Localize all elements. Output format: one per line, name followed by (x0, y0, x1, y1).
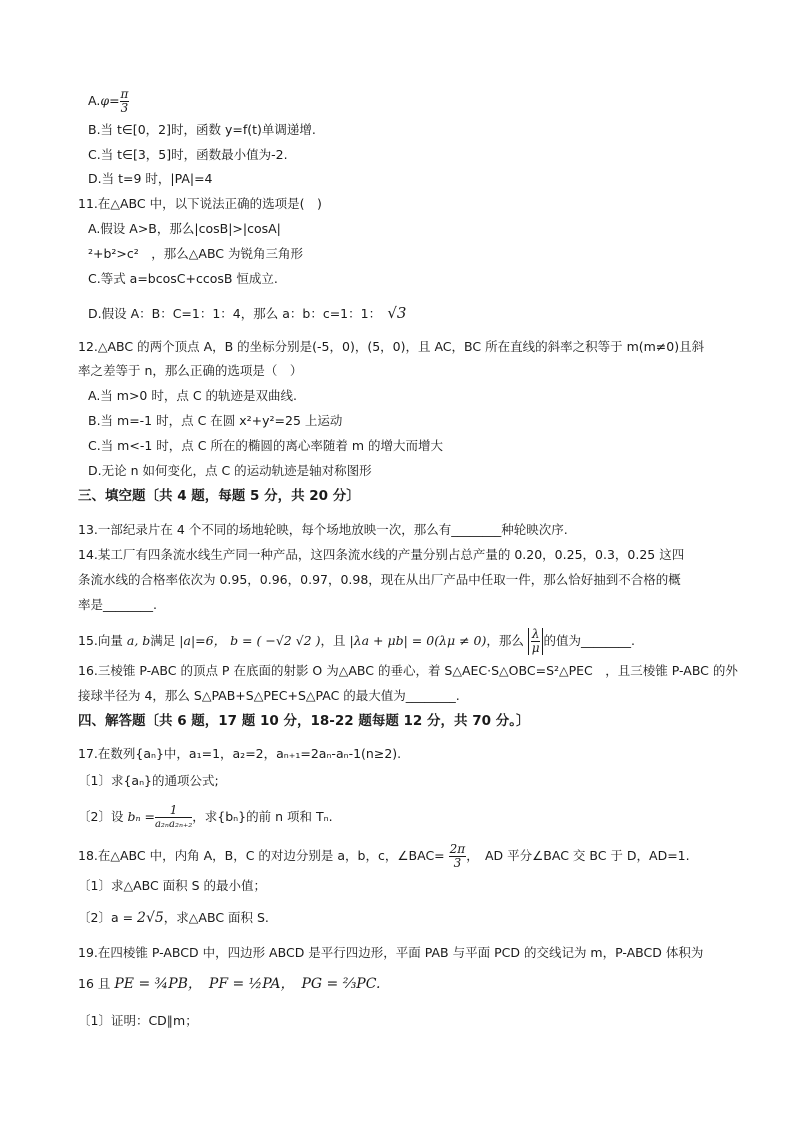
fraction (531, 628, 541, 655)
question-16: 16.三棱锥 P-ABC 的顶点 P 在底面的射影 O 为△ABC 的垂心，着 S△AEC·S△OBC=S²△PEC ，且三棱锥 P-ABC 的外 (78, 663, 738, 678)
question-19-cont (78, 975, 380, 993)
question-18 (78, 843, 690, 870)
option-10a (88, 88, 129, 115)
question-14: 14.某工厂有四条流水线生产同一种产品，这四条流水线的产量分别占总产量的 0.20，0.25，0.3，0.25 这四 (78, 547, 685, 562)
fraction-numerator: 1 (155, 804, 192, 818)
question-19-part1: 〔1〕证明：CD∥m； (78, 1013, 198, 1028)
option-12a: A.当 m>0 时，点 C 的轨迹是双曲线. (88, 388, 298, 403)
formula: |a|=6， (179, 633, 227, 648)
fraction-denominator: 3 (120, 101, 129, 115)
sqrt-3: √3 (387, 304, 407, 322)
option-12d: D.无论 n 如何变化，点 C 的运动轨迹是轴对称图形 (88, 463, 372, 478)
section-heading-fill-in: 三、填空题〔共 4 题，每题 5 分，共 20 分〕 (78, 488, 360, 504)
part-text: 〔2〕a = (78, 910, 134, 925)
q15-text: ，且 (320, 633, 346, 648)
question-12-cont: 率之差等于 n，那么正确的选项是（ ） (78, 363, 303, 378)
fraction-denominator: 3 (453, 856, 462, 870)
q15-text: ，那么 (486, 633, 524, 648)
option-11a: A.假设 A>B，那么|cosB|>|cosA| (88, 221, 281, 236)
option-text: D.假设 A：B：C=1：1：4，那么 a：b：c=1：1： (88, 306, 375, 321)
fraction-denominator: a₂ₙa₂ₙ₊₂ (154, 819, 193, 830)
formula: bₙ = (127, 809, 155, 824)
formula: |λa + μb| = 0(λμ ≠ 0) (349, 633, 487, 648)
vectors: a, b (126, 633, 151, 648)
q15-text: 满足 (150, 633, 176, 648)
option-10c: C.当 t∈[3，5]时，函数最小值为-2. (88, 147, 288, 162)
question-17-part1: 〔1〕求{aₙ}的通项公式; (78, 773, 219, 788)
q18-text: 18.在△ABC 中，内角 A，B，C 的对边分别是 a，b，c，∠BAC= (78, 848, 445, 863)
q15-text: 15.向量 (78, 633, 123, 648)
question-17-part2 (78, 804, 333, 831)
fraction-numerator: π (120, 87, 129, 101)
question-14-cont: 条流水线的合格率依次为 0.95，0.96，0.97，0.98，现在从出厂产品中任取一件，那么恰好抽到不合格的概 (78, 572, 681, 587)
option-11c: C.等式 a=bcosC+ccosB 恒成立. (88, 271, 278, 286)
question-14-cont2: 率是________. (78, 597, 157, 612)
option-12c: C.当 m<-1 时，点 C 所在的椭圆的离心率随着 m 的增大而增大 (88, 438, 444, 453)
part-text: ，求{bₙ}的前 n 项和 Tₙ. (192, 809, 333, 824)
option-12b: B.当 m=-1 时，点 C 在圆 x²+y²=25 上运动 (88, 413, 343, 428)
option-11d (88, 304, 406, 323)
fraction-numerator: 2π (449, 842, 466, 856)
option-11b: ²+b²>c² ，那么△ABC 为锐角三角形 (88, 246, 304, 261)
fraction (449, 843, 467, 870)
formula: b = ( −√2 √2 ) (230, 633, 321, 648)
question-18-part2 (78, 909, 269, 927)
formula: PE = ¾PB， PF = ½PA， PG = ⅔PC. (114, 976, 381, 992)
option-label: A. (88, 93, 101, 108)
question-16-cont: 接球半径为 4，那么 S△PAB+S△PEC+S△PAC 的最大值为________. (78, 688, 460, 703)
fraction-numerator: λ (531, 627, 540, 641)
q19-text: 16 且 (78, 976, 111, 991)
formula: φ= (100, 93, 120, 108)
question-15 (78, 628, 635, 655)
question-11: 11.在△ABC 中，以下说法正确的选项是( ) (78, 196, 322, 211)
question-17: 17.在数列{aₙ}中，a₁=1，a₂=2，aₙ₊₁=2aₙ-aₙ-1(n≥2). (78, 746, 402, 761)
question-13: 13.一部纪录片在 4 个不同的场地轮映，每个场地放映一次，那么有________种轮映次序. (78, 522, 568, 537)
question-19: 19.在四棱锥 P-ABCD 中，四边形 ABCD 是平行四边形，平面 PAB 与平面 PCD 的交线记为 m，P-ABCD 体积为 (78, 945, 704, 960)
fraction-denominator: μ (531, 641, 540, 655)
fraction (120, 88, 130, 115)
part-text: ，求△ABC 面积 S. (163, 910, 269, 925)
q18-text: ， AD 平分∠BAC 交 BC 于 D，AD=1. (466, 848, 690, 863)
q15-text: 的值为________. (543, 633, 635, 648)
fraction (155, 804, 192, 831)
part-text: 〔2〕设 (78, 809, 124, 824)
option-10b: B.当 t∈[0，2]时，函数 y=f(t)单调递增. (88, 122, 316, 137)
section-heading-answer: 四、解答题〔共 6 题，17 题 10 分，18-22 题每题 12 分，共 70 分。〕 (78, 713, 530, 729)
question-12: 12.△ABC 的两个顶点 A，B 的坐标分别是(-5，0)，(5，0)，且 AC，BC 所在直线的斜率之积等于 m(m≠0)且斜 (78, 339, 705, 354)
question-18-part1: 〔1〕求△ABC 面积 S 的最小值； (78, 878, 267, 893)
option-10d: D.当 t=9 时，|PA|=4 (88, 171, 213, 186)
formula: 2√5 (137, 910, 164, 926)
